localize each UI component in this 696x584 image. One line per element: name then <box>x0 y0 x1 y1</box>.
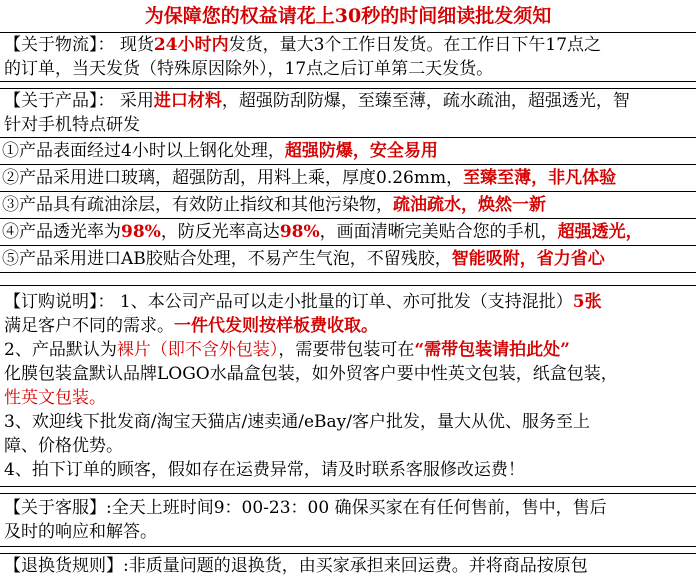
feature-item: ①产品表面经过4小时以上钢化处理，超强防爆，安全易用 <box>0 138 696 165</box>
returns-section: 【退换货规则】:非质量问题的退换货，由买家承担来回运费。并将商品按原包 <box>4 556 588 576</box>
logistics-heading: 【关于物流】： <box>4 35 115 55</box>
highlight-24h: 24小时内 <box>153 35 229 55</box>
page-title: 为保障您的权益请花上30秒的时间细读批发须知 <box>0 0 696 33</box>
logistics-section: 【关于物流】： 现货24小时内发货，量大3个工作日发货。在工作日下午17点之 的订单，当天发货（特殊原因除外），17点之后订单第二天发货。 <box>0 33 696 82</box>
product-heading: 【关于产品】： <box>4 91 115 111</box>
divider <box>0 82 696 89</box>
service-heading: 【关于客服】 <box>4 498 106 518</box>
feature-item: ④产品透光率为98%，防反光率高达98%，画面清晰完美贴合您的手机，超强透光， <box>0 219 696 246</box>
feature-item: ②产品采用进口玻璃，超强防刮，用料上乘，厚度0.26mm，至臻至薄，非凡体验 <box>0 165 696 192</box>
divider <box>0 273 696 286</box>
product-section: 【关于产品】： 采用进口材料，超强防刮防爆，至臻至薄，疏水疏油，超强透光，智 针对手机特点研发 <box>0 89 696 138</box>
ordering-heading: 【订购说明】： <box>4 292 115 312</box>
highlight-imported-material: 进口材料 <box>153 91 222 111</box>
returns-heading: 【退换货规则】 <box>4 556 123 576</box>
feature-item: ③产品具有疏油涂层，有效防止指纹和其他污染物，疏油疏水，焕然一新 <box>0 192 696 219</box>
service-section: 【关于客服】:全天上班时间9：00-23：00 确保买家在有任何售前，售中，售后 及时的响应和解答。 <box>0 494 696 547</box>
feature-item: ⑤产品采用进口AB胶贴合处理，不易产生气泡，不留残胶，智能吸附，省力省心 <box>0 246 696 273</box>
divider <box>0 547 696 554</box>
ordering-section: 【订购说明】： 1、本公司产品可以走小批量的订单、亦可批发（支持混批）5张 满足客户不同的需求。一件代发则按样板费收取。 2、产品默认为裸片（即不含外包装），需要带包装可在“需带包装请拍此处” 化膜包装盒默认品牌LOGO水晶盒包装，如外贸客户要中性英文包装，纸盒包装， 性英文包装。 3、欢迎线下批发商/淘宝天猫店/速卖通/eBay/客户批发，量大从优、服务至上 障、价格优势。 4、拍下订单的顾客，假如存在运费异常，请及时联系客服修改运费！ <box>0 286 696 487</box>
divider <box>0 487 696 494</box>
